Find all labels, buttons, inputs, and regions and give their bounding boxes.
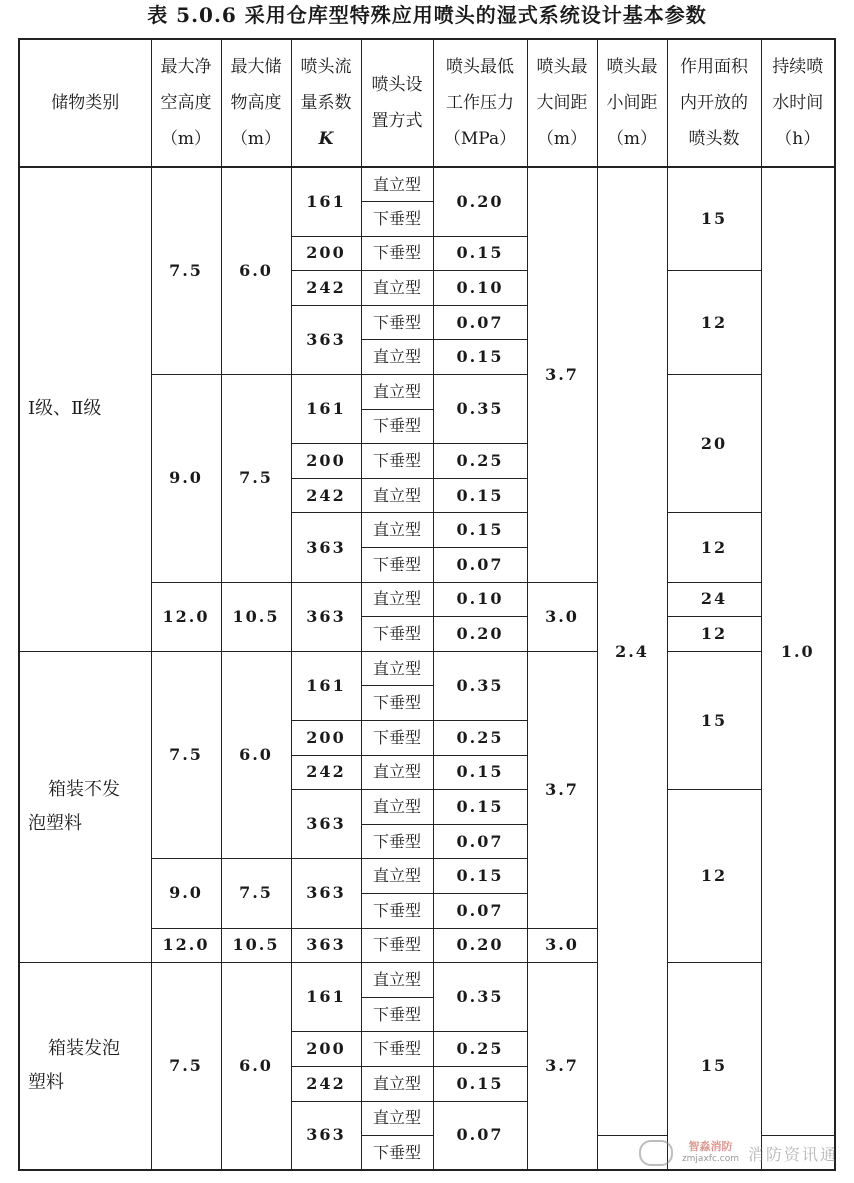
watermark-text: 消防资讯通	[747, 1144, 838, 1164]
k-factor-cell: 242	[291, 755, 361, 790]
open-sprinklers-cell: 12	[667, 617, 761, 652]
table-title: 表 5.0.6 采用仓库型特殊应用喷头的湿式系统设计基本参数	[147, 3, 707, 27]
k-factor-cell: 200	[291, 236, 361, 271]
k-factor-cell: 363	[291, 790, 361, 859]
pressure-cell: 0.15	[433, 1066, 527, 1101]
pressure-cell: 0.25	[433, 444, 527, 479]
pressure-cell: 0.07	[433, 893, 527, 928]
mode-cell: 直立型	[361, 790, 433, 825]
storage-height-cell: 7.5	[221, 375, 291, 583]
clear-height-cell: 7.5	[151, 167, 221, 375]
header-min-pressure: 喷头最低 工作压力 （MPa）	[433, 39, 527, 167]
max-spacing-cell: 3.7	[527, 651, 597, 928]
pressure-cell: 0.15	[433, 755, 527, 790]
mode-cell: 下垂型	[361, 305, 433, 340]
pressure-cell: 0.07	[433, 305, 527, 340]
k-factor-cell: 161	[291, 651, 361, 720]
mode-cell: 直立型	[361, 963, 433, 998]
storage-height-cell: 6.0	[221, 167, 291, 375]
k-factor-cell: 161	[291, 375, 361, 444]
mode-cell: 直立型	[361, 1101, 433, 1136]
mode-cell: 直立型	[361, 375, 433, 410]
mode-cell: 下垂型	[361, 893, 433, 928]
header-min-spacing: 喷头最 小间距 （m）	[597, 39, 667, 167]
pressure-cell: 0.10	[433, 271, 527, 306]
mode-cell: 直立型	[361, 859, 433, 894]
open-sprinklers-cell: 15	[667, 963, 761, 1171]
mode-cell: 直立型	[361, 167, 433, 202]
mode-cell: 下垂型	[361, 1136, 433, 1171]
pressure-cell: 0.35	[433, 651, 527, 720]
k-factor-cell: 242	[291, 478, 361, 513]
k-factor-cell: 161	[291, 963, 361, 1032]
open-sprinklers-cell: 15	[667, 651, 761, 789]
brand-logo: 智淼消防 zmjaxfc.com	[679, 1138, 742, 1168]
table-row	[19, 651, 835, 686]
mode-cell: 直立型	[361, 271, 433, 306]
k-factor-cell: 363	[291, 859, 361, 928]
pressure-cell: 0.35	[433, 963, 527, 1032]
header-storage-category: 储物类别	[19, 39, 151, 167]
max-spacing-cell: 3.7	[527, 963, 597, 1171]
clear-height-cell: 9.0	[151, 375, 221, 583]
header-max-clear-height: 最大净 空高度 （m）	[151, 39, 221, 167]
mode-cell: 下垂型	[361, 997, 433, 1032]
design-parameter-table	[18, 38, 836, 1171]
open-sprinklers-cell: 12	[667, 790, 761, 963]
duration-cell: 1.0	[761, 167, 835, 1136]
pressure-cell: 0.25	[433, 721, 527, 756]
pressure-cell: 0.07	[433, 548, 527, 583]
storage-height-cell: 6.0	[221, 651, 291, 859]
mode-cell: 下垂型	[361, 409, 433, 444]
mode-cell: 直立型	[361, 340, 433, 375]
clear-height-cell: 12.0	[151, 928, 221, 963]
clear-height-cell: 9.0	[151, 859, 221, 928]
mode-cell: 直立型	[361, 582, 433, 617]
header-open-sprinklers: 作用面积 内开放的 喷头数	[667, 39, 761, 167]
category-class-1-2: Ⅰ级、Ⅱ级	[19, 167, 151, 651]
pressure-cell: 0.20	[433, 928, 527, 963]
mode-cell: 直立型	[361, 755, 433, 790]
table-row	[19, 167, 835, 202]
pressure-cell: 0.15	[433, 859, 527, 894]
header-k-factor: 喷头流 量系数 K	[291, 39, 361, 167]
max-spacing-cell: 3.0	[527, 928, 597, 963]
chat-bubble-icon	[639, 1140, 673, 1166]
pressure-cell: 0.10	[433, 582, 527, 617]
pressure-cell: 0.07	[433, 824, 527, 859]
open-sprinklers-cell: 24	[667, 582, 761, 617]
mode-cell: 直立型	[361, 1066, 433, 1101]
header-row	[19, 39, 835, 167]
k-factor-cell: 363	[291, 1101, 361, 1170]
pressure-cell: 0.15	[433, 513, 527, 548]
storage-height-cell: 7.5	[221, 859, 291, 928]
category-boxed-unexpanded-plastic: 箱装不发 泡塑料	[19, 651, 151, 962]
header-max-storage-height: 最大储 物高度 （m）	[221, 39, 291, 167]
mode-cell: 下垂型	[361, 1032, 433, 1067]
storage-height-cell: 10.5	[221, 582, 291, 651]
mode-cell: 直立型	[361, 513, 433, 548]
mode-cell: 直立型	[361, 478, 433, 513]
pressure-cell: 0.35	[433, 375, 527, 444]
open-sprinklers-cell: 12	[667, 513, 761, 582]
header-duration: 持续喷 水时间 （h）	[761, 39, 835, 167]
mode-cell: 下垂型	[361, 444, 433, 479]
mode-cell: 下垂型	[361, 824, 433, 859]
pressure-cell: 0.25	[433, 1032, 527, 1067]
k-factor-cell: 200	[291, 444, 361, 479]
k-factor-cell: 242	[291, 1066, 361, 1101]
mode-cell: 下垂型	[361, 202, 433, 237]
pressure-cell: 0.20	[433, 167, 527, 236]
open-sprinklers-cell: 12	[667, 271, 761, 375]
storage-height-cell: 6.0	[221, 963, 291, 1171]
pressure-cell: 0.15	[433, 236, 527, 271]
storage-height-cell: 10.5	[221, 928, 291, 963]
mode-cell: 下垂型	[361, 548, 433, 583]
k-factor-cell: 363	[291, 305, 361, 374]
watermark	[639, 1133, 838, 1173]
mode-cell: 下垂型	[361, 686, 433, 721]
max-spacing-cell: 3.7	[527, 167, 597, 582]
clear-height-cell: 12.0	[151, 582, 221, 651]
max-spacing-cell: 3.0	[527, 582, 597, 651]
min-spacing-cell: 2.4	[597, 167, 667, 1136]
k-factor-cell: 363	[291, 928, 361, 963]
clear-height-cell: 7.5	[151, 963, 221, 1171]
category-boxed-expanded-plastic: 箱装发泡 塑料	[19, 963, 151, 1171]
mode-cell: 直立型	[361, 651, 433, 686]
pressure-cell: 0.15	[433, 790, 527, 825]
clear-height-cell: 7.5	[151, 651, 221, 859]
k-factor-cell: 200	[291, 721, 361, 756]
open-sprinklers-cell: 15	[667, 167, 761, 271]
k-factor-cell: 200	[291, 1032, 361, 1067]
k-factor-cell: 363	[291, 513, 361, 582]
pressure-cell: 0.20	[433, 617, 527, 652]
table-row	[19, 963, 835, 998]
k-factor-cell: 242	[291, 271, 361, 306]
pressure-cell: 0.15	[433, 340, 527, 375]
mode-cell: 下垂型	[361, 928, 433, 963]
k-factor-cell: 363	[291, 582, 361, 651]
mode-cell: 下垂型	[361, 721, 433, 756]
pressure-cell: 0.15	[433, 478, 527, 513]
pressure-cell: 0.07	[433, 1101, 527, 1170]
header-max-spacing: 喷头最 大间距 （m）	[527, 39, 597, 167]
k-factor-cell: 161	[291, 167, 361, 236]
open-sprinklers-cell: 20	[667, 375, 761, 513]
mode-cell: 下垂型	[361, 236, 433, 271]
header-installation-mode: 喷头设 置方式	[361, 39, 433, 167]
mode-cell: 下垂型	[361, 617, 433, 652]
